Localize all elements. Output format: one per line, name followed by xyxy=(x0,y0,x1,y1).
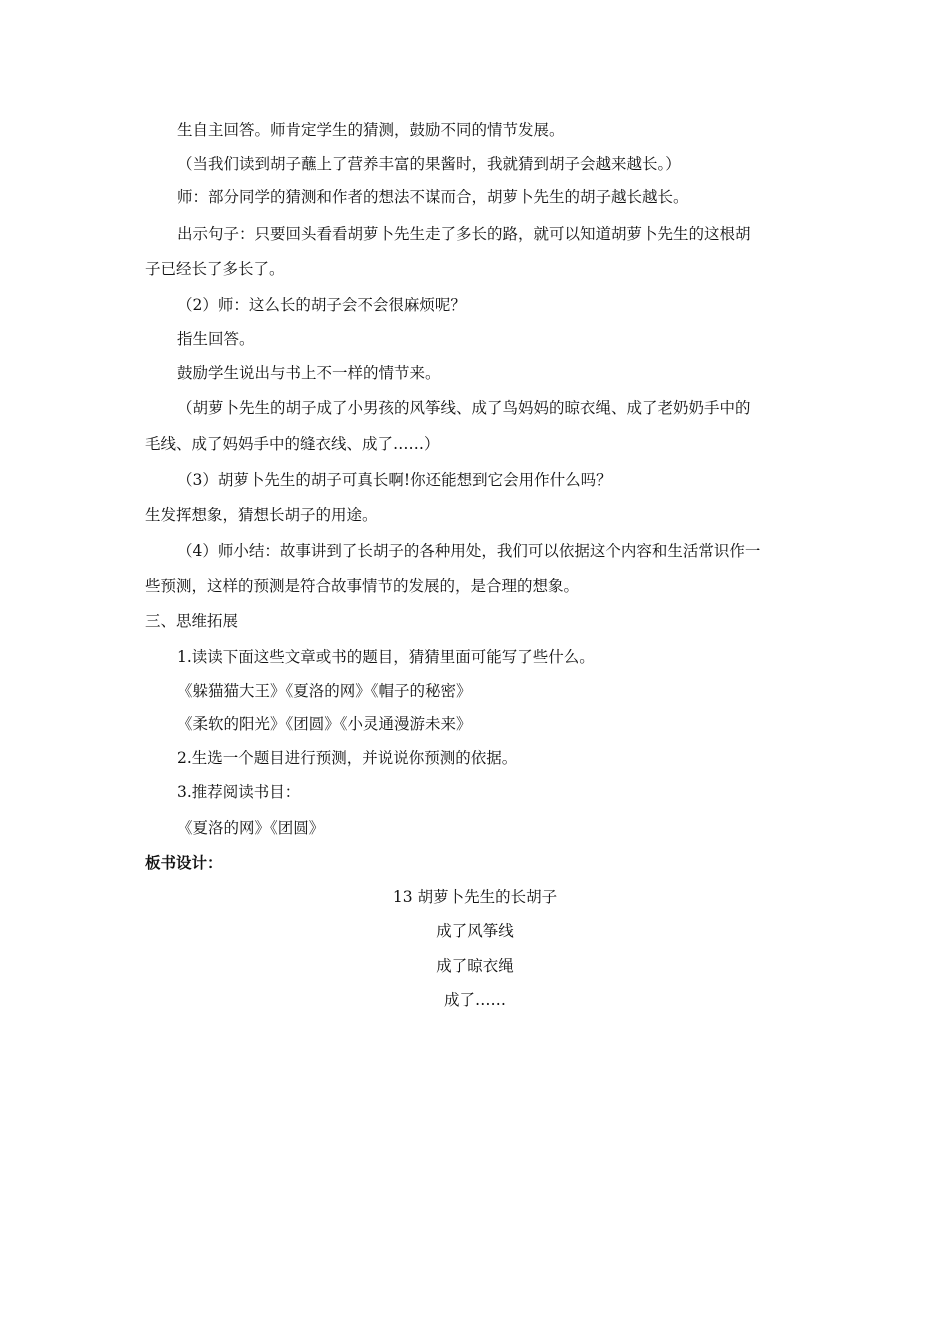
paragraph-line: 生发挥想象，猜想长胡子的用途。 xyxy=(145,506,378,524)
paragraph-line: （2）师：这么长的胡子会不会很麻烦呢？ xyxy=(177,296,466,314)
paragraph-line: 出示句子：只要回头看看胡萝卜先生走了多长的路，就可以知道胡萝卜先生的这根胡 xyxy=(177,225,751,243)
paragraph-line: 些预测，这样的预测是符合故事情节的发展的，是合理的想象。 xyxy=(145,577,580,595)
paragraph-line: 1.读读下面这些文章或书的题目，猜猜里面可能写了些什么。 xyxy=(177,648,595,666)
paragraph-line: 师：部分同学的猜测和作者的想法不谋而合，胡萝卜先生的胡子越长越长。 xyxy=(177,188,689,206)
paragraph-line: 2.生选一个题目进行预测，并说说你预测的依据。 xyxy=(177,749,518,767)
paragraph-line: 指生回答。 xyxy=(177,330,255,348)
board-design-heading: 板书设计： xyxy=(145,853,223,872)
paragraph-line: 生自主回答。师肯定学生的猜测，鼓励不同的情节发展。 xyxy=(177,121,565,139)
paragraph-line: （胡萝卜先生的胡子成了小男孩的风筝线、成了鸟妈妈的晾衣绳、成了老奶奶手中的 xyxy=(177,399,751,417)
board-item: 成了晾衣绳 xyxy=(436,957,514,975)
paragraph-line: （3）胡萝卜先生的胡子可真长啊!你还能想到它会用作什么吗？ xyxy=(177,471,612,489)
board-title: 13 胡萝卜先生的长胡子 xyxy=(392,888,558,906)
paragraph-line: 《柔软的阳光》《团圆》《小灵通漫游未来》 xyxy=(177,715,472,733)
paragraph-line: （4）师小结：故事讲到了长胡子的各种用处，我们可以依据这个内容和生活常识作一 xyxy=(177,542,761,560)
paragraph-line: 《夏洛的网》《团圆》 xyxy=(177,819,325,837)
paragraph-line: 子已经长了多长了。 xyxy=(145,260,285,278)
paragraph-line: 毛线、成了妈妈手中的缝衣线、成了……） xyxy=(145,435,440,453)
paragraph-line: 《躲猫猫大王》《夏洛的网》《帽子的秘密》 xyxy=(177,682,472,700)
board-item: 成了风筝线 xyxy=(436,922,514,940)
paragraph-line: 鼓励学生说出与书上不一样的情节来。 xyxy=(177,364,441,382)
paragraph-line: （当我们读到胡子蘸上了营养丰富的果酱时，我就猜到胡子会越来越长。） xyxy=(177,155,681,173)
board-item: 成了…… xyxy=(443,991,506,1009)
paragraph-line: 3.推荐阅读书目： xyxy=(177,783,301,801)
section-heading: 三、思维拓展 xyxy=(145,612,239,630)
